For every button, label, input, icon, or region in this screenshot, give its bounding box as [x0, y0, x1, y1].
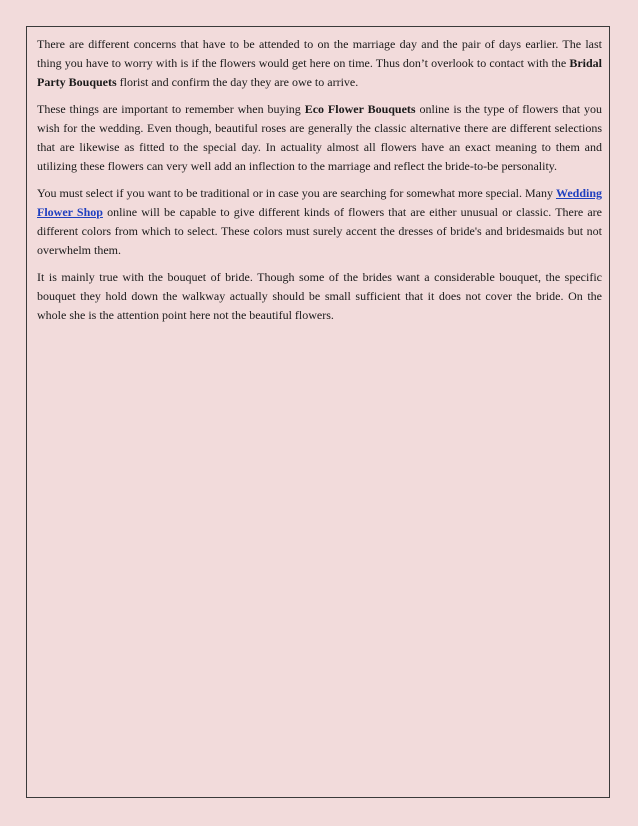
paragraph-3	[37, 184, 602, 260]
wedding-flower-shop-link[interactable]: Wedding Flower Shop	[37, 186, 603, 219]
paragraph-1-text-before: There are different concerns that have to be attended to on the marriage day and the pair of days earlier. The last thing you have to worry with is if the flowers would get here on time. Thus don’t overlook to contact with the	[37, 37, 602, 70]
paragraph-4: It is mainly true with the bouquet of bride. Though some of the brides want a considerable bouquet, the specific bouquet they hold down the walkway actually should be small sufficient that it does not cover the bride. On the whole she is the attention point here not the beautiful flowers.	[37, 270, 602, 322]
paragraph-1-text-after: florist and confirm the day they are owe to arrive.	[116, 75, 359, 89]
paragraph-2-text-after: online is the type of flowers that you wish for the wedding. Even though, beautiful roses are generally the classic alternative there are different selections that are likewise as fitted to the special day. In actuality almost all flowers have an exact meaning to them and utilizing these flowers can very well add an inflection to the marriage and reflect the bride-to-be personality.	[37, 102, 602, 173]
paragraph-1	[37, 35, 602, 92]
keyword-eco-flower-bouquets: Eco Flower Bouquets	[304, 102, 416, 116]
document-body	[37, 35, 602, 333]
keyword-bridal-party-bouquets: Bridal Party Bouquets	[37, 56, 602, 89]
paragraph-2	[37, 100, 602, 176]
paragraph-3-text-before: You must select if you want to be traditional or in case you are searching for somewhat more special. Many	[37, 186, 556, 200]
paragraph-3-text-after: online will be capable to give different kinds of flowers that are either unusual or classic. There are different colors from which to select. These colors must surely accent the dresses of bride's and bridesmaids but not overwhelm them.	[37, 205, 602, 257]
paragraph-2-text-before: These things are important to remember when buying	[37, 102, 305, 116]
